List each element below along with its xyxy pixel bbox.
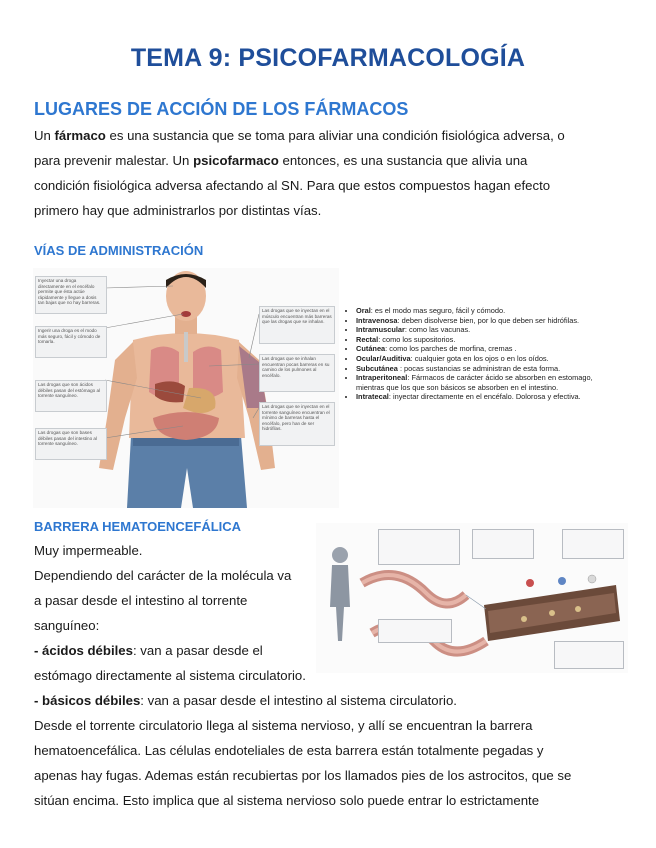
barrera-line: apenas hay fugas. Ademas están recubiertas por los llamados pies de los astrocitos, que se [34, 768, 572, 783]
intro-line-4: primero hay que administrarlos por distintas vías. [34, 203, 322, 218]
section-heading: LUGARES DE ACCIÓN DE LOS FÁRMACOS [34, 99, 409, 119]
administration-routes-list [346, 306, 601, 402]
route-item: • Ocular/Auditiva: cualquier gota en los ojos o en los oídos. [356, 354, 601, 364]
route-item: • Intratecal: inyectar directamente en el encéfalo. Dolorosa y efectiva. [356, 392, 601, 402]
route-item: • Subcutánea : pocas sustancias se administran de esta forma. [356, 364, 601, 374]
barrera-line: a pasar desde el intestino al torrente [34, 593, 248, 608]
route-item: • Cutánea: como los parches de morfina, cremas . [356, 344, 601, 354]
figure-label-brain: Inyectar una droga directamente en el encéfalo permite que ésta actúe rápidamente y llegue a dosis tan bajas que no hay barreras. [35, 276, 107, 314]
page-title: TEMA 9: PSICOFARMACOLOGÍA [130, 44, 526, 72]
barrera-line: - ácidos débiles: van a pasar desde el [34, 643, 263, 658]
intro-paragraph [34, 123, 565, 223]
barrera-line: estómago directamente al sistema circulatorio. [34, 668, 306, 683]
administration-routes-figure [33, 268, 339, 508]
barrera-paragraph-short [34, 538, 571, 813]
barrera-line: hematoencefálica. Las células endoteliales de esta barrera están totalmente pegadas y [34, 743, 544, 758]
barrera-line: Desde el torrente circulatorio llega al sistema nervioso, y allí se encuentran la barrera [34, 718, 533, 733]
vias-heading: VÍAS DE ADMINISTRACIÓN [34, 243, 204, 258]
figure-label-bloodstream: Las drogas que se inyectan en el torrente sanguíneo encuentran el mínimo de barreras hasta el encéfalo, pero han de ser hidrófilas. [259, 402, 335, 446]
figure-label-oral: Ingerir una droga es el modo más seguro, fácil y cómodo de tomarla. [35, 326, 107, 358]
intro-line-1: Un fármaco es una sustancia que se toma para aliviar una condición fisiológica adversa, o [34, 128, 565, 143]
intro-line-2: para prevenir malestar. Un psicofarmaco entonces, es una sustancia que alivia una [34, 153, 528, 168]
barrera-line: sitúan encima. Esto implica que al sistema nervioso solo puede entrar lo estrictamente [34, 793, 540, 808]
figure-label-muscle: Las drogas que se inyectan en el músculo encuentran más barreras que las drogas que se inhalan. [259, 306, 335, 344]
barrera-line: Muy impermeable. [34, 543, 143, 558]
route-item: • Intramuscular: como las vacunas. [356, 325, 601, 335]
route-item: • Rectal: como los supositorios. [356, 335, 601, 345]
intro-line-3: condición fisiológica adversa afectando al SN. Para que estos compuestos hagan efecto [34, 178, 551, 193]
figure-label-inhaled: Las drogas que se inhalan encuentran pocas barreras en su camino de los pulmones al encéfalo. [259, 354, 335, 392]
route-item: • Intravenosa: deben disolverse bien, por lo que deben ser hidrófilas. [356, 316, 601, 326]
route-item: • Intraperitoneal: Fármacos de carácter ácido se absorben en estomago, mientras que los que son básicos se absorben en el intestino. [356, 373, 601, 392]
barrera-line: - básicos débiles: van a pasar desde el intestino al sistema circulatorio. [34, 693, 457, 708]
barrera-heading: BARRERA HEMATOENCEFÁLICA [34, 519, 242, 534]
barrera-line: Dependiendo del carácter de la molécula va [34, 568, 292, 583]
figure-label-intestine: Las drogas que son bases débiles pasan del intestino al torrente sanguíneo. [35, 428, 107, 460]
barrera-line: sanguíneo: [34, 618, 100, 633]
figure-label-stomach: Las drogas que son ácidos débiles pasan del estómago al torrente sanguíneo. [35, 380, 107, 412]
route-item: • Oral: es el modo mas seguro, fácil y cómodo. [356, 306, 601, 316]
